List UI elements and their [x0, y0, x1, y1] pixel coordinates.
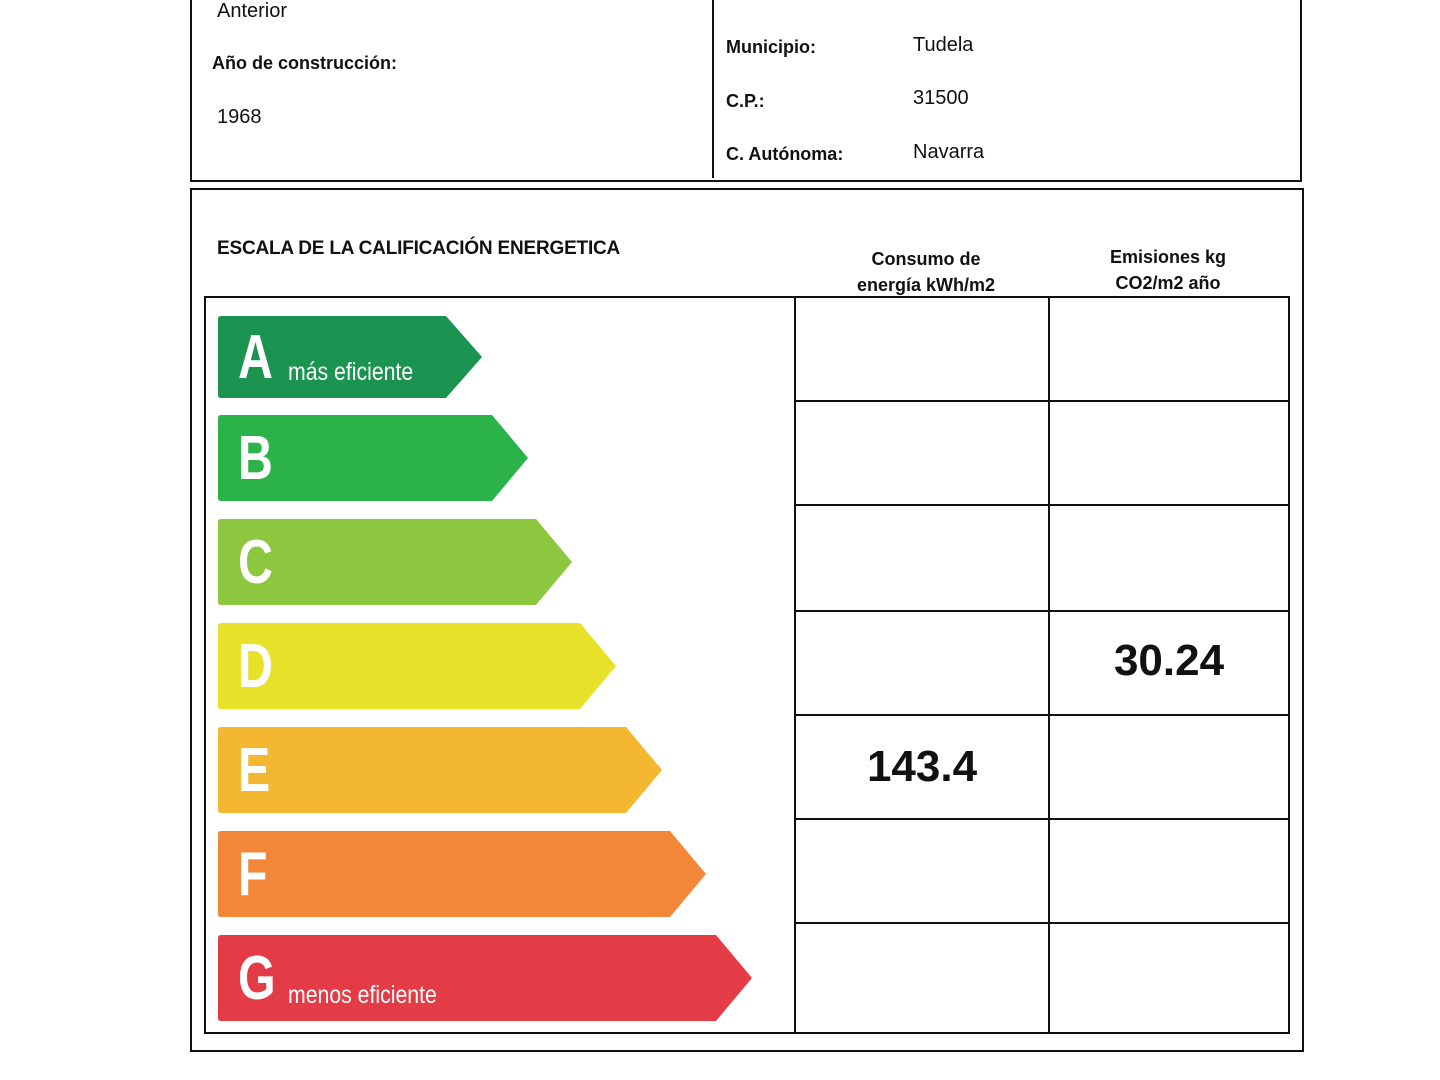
consumo-header-line1: Consumo de [871, 249, 981, 269]
rating-arrow-d [218, 623, 616, 709]
normativa-value: Anterior [217, 0, 288, 22]
cp-label: C.P.: [726, 91, 765, 111]
scale-title: ESCALA DE LA CALIFICACIÓN ENERGETICA [217, 238, 621, 259]
consumo-header-line2: energía kWh/m2 [856, 275, 996, 295]
rating-sublabel: menos eficiente [288, 981, 437, 1009]
rating-arrow-shape [218, 727, 662, 813]
row-line [794, 922, 1288, 924]
rating-arrow-f [218, 831, 706, 917]
autonoma-label: C. Autónoma: [726, 144, 844, 164]
emisiones-value: 30.24 [1113, 636, 1225, 685]
rating-arrow-a [218, 316, 482, 398]
rating-arrow-b [218, 415, 528, 501]
year-label: Año de construcción: [212, 53, 398, 73]
rating-letter: D [238, 632, 273, 701]
cp-value: 31500 [913, 87, 969, 109]
emisiones-header-line1: Emisiones kg [1109, 247, 1227, 267]
emisiones-column-header [1068, 244, 1268, 296]
rating-arrow-shape [218, 623, 616, 709]
row-line [794, 714, 1288, 716]
rating-letter: G [238, 944, 276, 1013]
consumo-value: 143.4 [866, 742, 978, 791]
municipio-label: Municipio: [726, 37, 816, 57]
rating-arrow-c [218, 519, 572, 605]
autonoma-value: Navarra [913, 141, 985, 163]
row-line [794, 610, 1288, 612]
row-line [794, 400, 1288, 402]
rating-letter: A [238, 323, 273, 392]
consumo-column-header [826, 246, 1026, 298]
row-line [794, 818, 1288, 820]
rating-arrow-e [218, 727, 662, 813]
rating-arrow-shape [218, 831, 706, 917]
year-value: 1968 [217, 106, 262, 128]
row-line [794, 504, 1288, 506]
rating-letter: C [238, 528, 273, 597]
rating-letter: F [238, 840, 268, 909]
info-divider [712, 0, 714, 178]
rating-letter: E [238, 736, 271, 805]
municipio-value: Tudela [913, 34, 974, 56]
rating-arrow-g [218, 935, 752, 1021]
rating-sublabel: más eficiente [288, 358, 414, 386]
emisiones-header-line2: CO2/m2 año [1115, 273, 1221, 293]
rating-letter: B [238, 424, 273, 493]
